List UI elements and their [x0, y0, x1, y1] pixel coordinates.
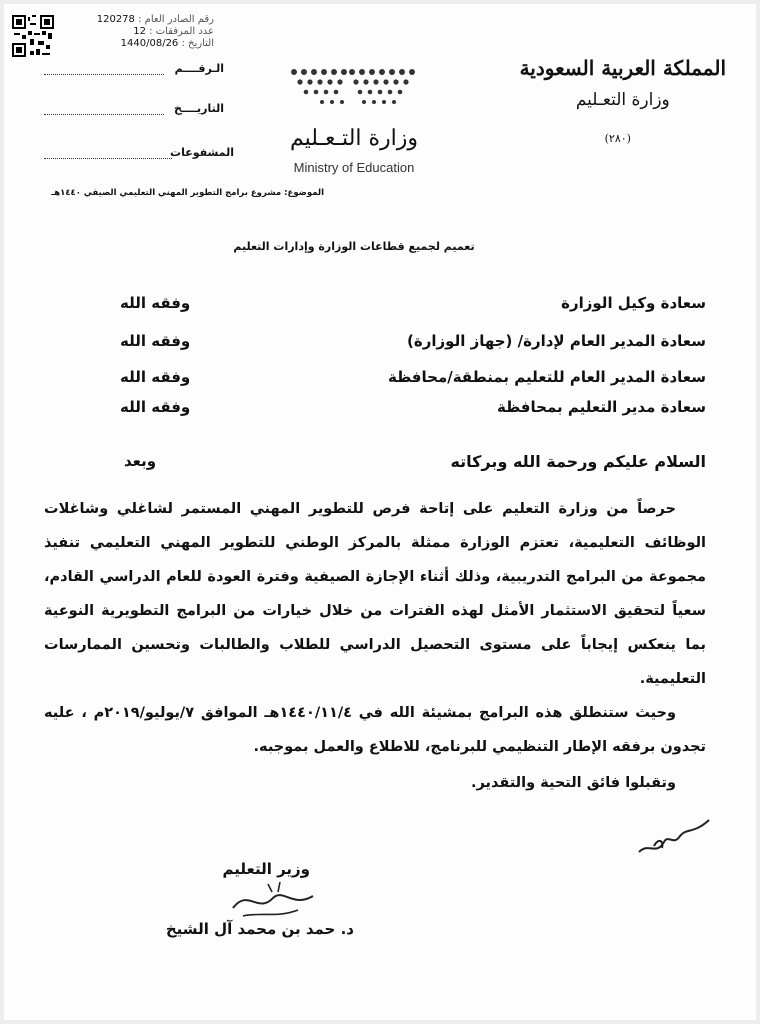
date-field — [44, 102, 224, 118]
ref-no-value: 120278 — [96, 14, 135, 25]
circular-line: تعميم لجميع قطاعات الوزارة وإدارات التعليم — [233, 240, 475, 253]
signer-name: د. حمد بن محمد آل الشيخ — [165, 920, 354, 938]
attachments-field-line — [44, 158, 172, 159]
closing-line: وتقبلوا فائق التحية والتقدير. — [470, 775, 676, 791]
circular-code: (٢٨٠) — [604, 132, 631, 145]
minister-signature — [228, 878, 318, 922]
number-field-line — [44, 74, 164, 75]
subject-line: الموضوع: مشروع برامج التطوير المهني التعليمي الصيفي ١٤٤٠هـ — [51, 188, 324, 198]
letter-body — [44, 492, 706, 800]
addressee-blessing: وفقه الله — [120, 332, 191, 350]
qr-code — [12, 14, 54, 58]
ref-no-label: رقم الصادر العام : — [138, 14, 214, 25]
date-field-label: التاريــــخ — [174, 102, 224, 115]
addressee-blessing: وفقه الله — [120, 398, 191, 416]
date-label: التاريخ : — [181, 38, 214, 49]
addressee-name: سعادة مدير التعليم بمحافظة — [496, 398, 706, 416]
kingdom-name: المملكة العربية السعودية — [519, 56, 726, 80]
reference-block — [64, 14, 214, 50]
addressee-blessing: وفقه الله — [120, 294, 191, 312]
body-paragraph: حرصاً من وزارة التعليم على إتاحة فرص للتطوير المهني المستمر لشاغلي وشاغلات الوظائف التعليمية، تعتزم الوزارة ممثلة بالمركز الوطني للتطوير المهني التعليمي تنفيذ مجموعة من البرامج التدريبية، وذلك أثناء الإجازة الصيفية وفترة العودة للعام الدراسي القادم، سعياً لتحقيق الاستثمار الأمثل لهذه الفترات من خلال خيارات من البرامج التطويرية النوعية بما ينعكس إيجاباً على مستوى التحصيل الدراسي للطلاب والطالبات وتحسين الممارسات التعليمية. — [44, 501, 706, 687]
attachments-label: عدد المرفقات : — [149, 26, 214, 37]
after-greeting: وبعد — [124, 452, 157, 470]
initials-signature — [634, 812, 714, 862]
addressee-name: سعادة وكيل الوزارة — [561, 294, 706, 312]
addressee-name: سعادة المدير العام لإدارة/ (جهاز الوزارة) — [407, 332, 706, 350]
addressee-name: سعادة المدير العام للتعليم بمنطقة/محافظة — [387, 368, 706, 386]
ministry-name: وزارة التعـليم — [575, 90, 670, 110]
attachments-field-label: المشفوعات — [170, 146, 234, 159]
number-field — [44, 62, 224, 78]
signer-title: وزير التعليم — [222, 860, 310, 878]
ministry-logo — [274, 62, 434, 192]
logo-arabic-text: وزارة التـعـليم — [289, 126, 419, 151]
date-value: 1440/08/26 — [120, 38, 179, 49]
addressee-blessing: وفقه الله — [120, 368, 191, 386]
number-field-label: الـرقــــم — [174, 62, 224, 75]
body-paragraph: وحيث ستنطلق هذه البرامج بمشيئة الله في ١٤٤٠/١١/٤هـ الموافق ٧/يوليو/٢٠١٩م ، عليه تجدون برفقه الإطار التنظيمي للبرنامج، للاطلاع والعمل بموجبه. — [44, 705, 706, 755]
letter-sheet — [4, 4, 756, 1020]
greeting: السلام عليكم ورحمة الله وبركاته — [450, 452, 706, 471]
date-field-line — [44, 114, 164, 115]
attachments-value: 12 — [133, 26, 146, 37]
letterhead-right — [520, 56, 726, 145]
logo-english-text: Ministry of Education — [293, 160, 415, 175]
signature-block — [154, 860, 354, 960]
attachments-field — [44, 146, 234, 162]
dots-logo-icon — [274, 62, 434, 112]
